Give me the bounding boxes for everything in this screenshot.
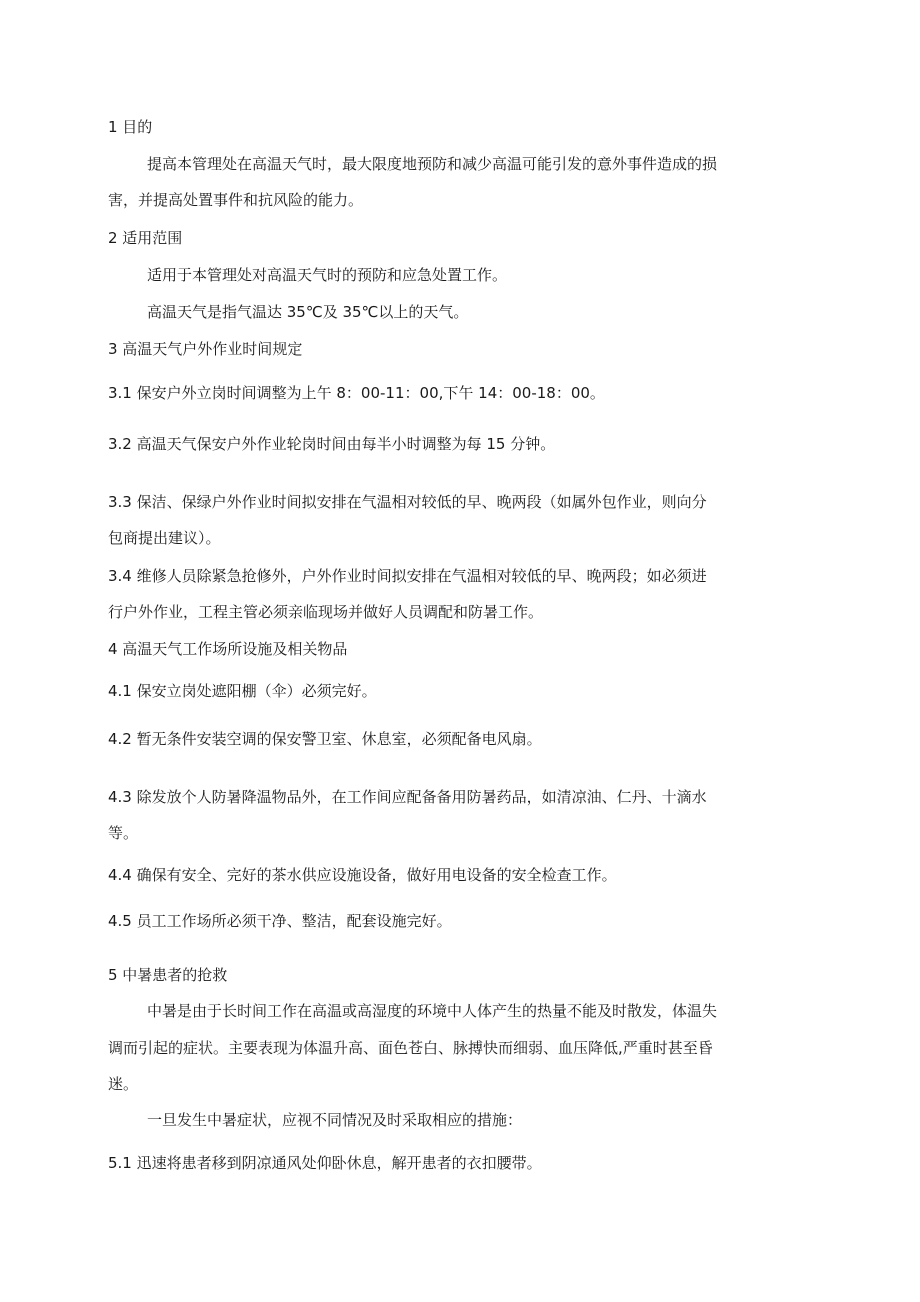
list-item-3-3-cont: 包商提出建议）。 [108,529,221,547]
paragraph-line: 一旦发生中暑症状，应视不同情况及时采取相应的措施： [147,1111,523,1129]
paragraph-line: 适用于本管理处对高温天气时的预防和应急处置工作。 [147,266,508,284]
list-item-4-3: 4.3 除发放个人防暑降温物品外，在工作间应配备备用防暑药品，如清凉油、仁丹、十滴水 [108,788,707,806]
heading-1: 1 目的 [108,118,153,136]
list-item-4-3-cont: 等。 [108,824,139,842]
heading-5: 5 中暑患者的抢救 [108,966,228,984]
list-item-3-2: 3.2 高温天气保安户外作业轮岗时间由每半小时调整为每 15 分钟。 [108,435,556,453]
heading-2: 2 适用范围 [108,229,183,247]
paragraph-line: 中暑是由于长时间工作在高温或高湿度的环境中人体产生的热量不能及时散发，体温失 [147,1002,718,1020]
heading-3: 3 高温天气户外作业时间规定 [108,340,303,358]
list-item-3-4: 3.4 维修人员除紧急抢修外，户外作业时间拟安排在气温相对较低的早、晚两段；如必须进 [108,567,707,585]
list-item-4-4: 4.4 确保有安全、完好的茶水供应设施设备，做好用电设备的安全检查工作。 [108,866,617,884]
list-item-4-2: 4.2 暂无条件安装空调的保安警卫室、休息室，必须配备电风扇。 [108,730,542,748]
list-item-3-1: 3.1 保安户外立岗时间调整为上午 8：00-11：00,下午 14：00-18：00。 [108,384,605,402]
list-item-4-1: 4.1 保安立岗处遮阳棚（伞）必须完好。 [108,682,377,700]
paragraph-line: 高温天气是指气温达 35℃及 35℃以上的天气。 [147,303,469,321]
list-item-3-4-cont: 行户外作业，工程主管必须亲临现场并做好人员调配和防暑工作。 [108,603,544,621]
paragraph-line: 害，并提高处置事件和抗风险的能力。 [108,191,364,209]
list-item-4-5: 4.5 员工工作场所必须干净、整洁，配套设施完好。 [108,912,452,930]
list-item-5-1: 5.1 迅速将患者移到阴凉通风处仰卧休息，解开患者的衣扣腰带。 [108,1154,542,1172]
heading-4: 4 高温天气工作场所设施及相关物品 [108,640,348,658]
list-item-3-3: 3.3 保洁、保绿户外作业时间拟安排在气温相对较低的早、晚两段（如属外包作业，则向分 [108,493,707,511]
paragraph-line: 迷。 [108,1075,139,1093]
paragraph-line: 调而引起的症状。主要表现为体温升高、面色苍白、脉搏快而细弱、血压降低,严重时甚至昏 [108,1039,713,1057]
paragraph-line: 提高本管理处在高温天气时，最大限度地预防和减少高温可能引发的意外事件造成的损 [147,155,718,173]
